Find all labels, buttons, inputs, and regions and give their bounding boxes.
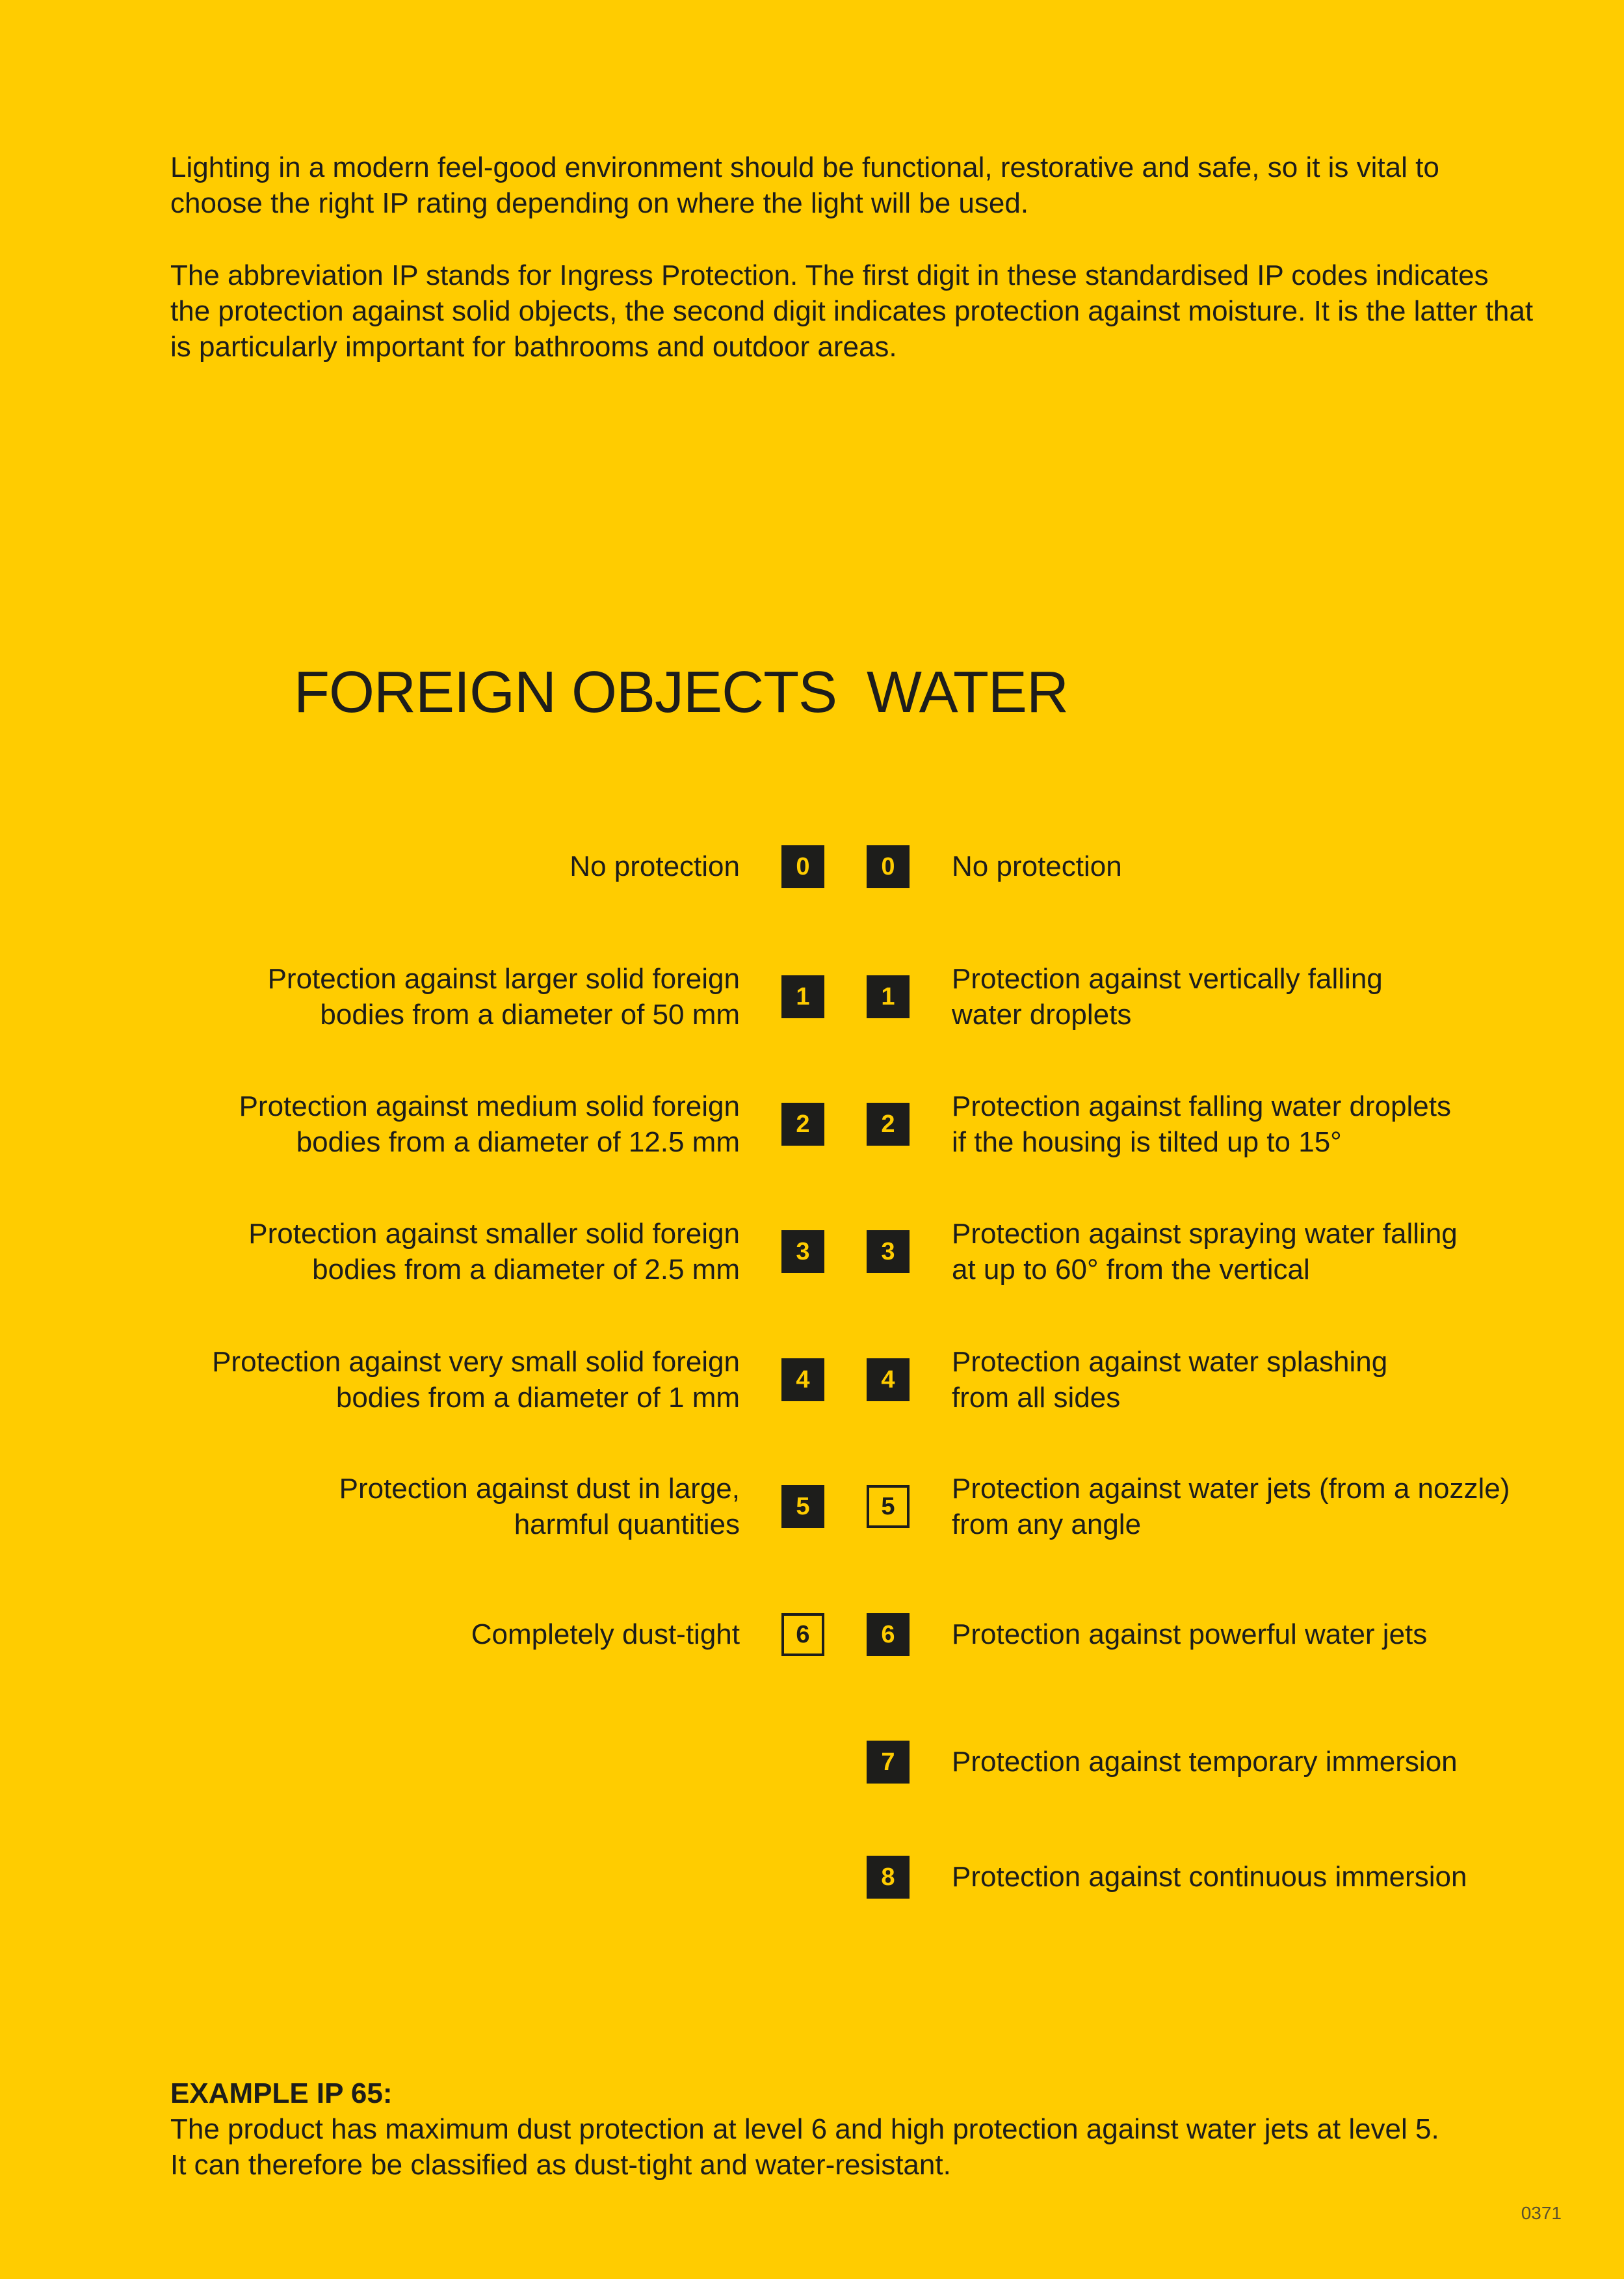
- water-label: Protection against water jets (from a nozzle) from any angle: [952, 1473, 1510, 1540]
- foreign-digit-badge: 2: [781, 1103, 824, 1146]
- water-digit-badge-highlighted: 5: [867, 1485, 910, 1528]
- page-number: 0371: [1521, 2203, 1562, 2223]
- water-label: Protection against vertically falling water droplets: [952, 963, 1383, 1031]
- example-section: [170, 2075, 1536, 2183]
- water-digit-badge: 8: [867, 1856, 910, 1899]
- intro-paragraph-2: The abbreviation IP stands for Ingress Protection. The first digit in these standardised IP codes indicates the protection against solid objects, the second digit indicates protection against moisture. It is the latter that is particularly important for bathrooms and outdoor areas.: [170, 259, 1534, 363]
- foreign-label: Protection against medium solid foreign bodies from a diameter of 12.5 mm: [239, 1090, 740, 1158]
- foreign-digit-badge: 4: [781, 1358, 824, 1401]
- foreign-digit-badge: 3: [781, 1230, 824, 1273]
- foreign-digit-badge: 1: [781, 975, 824, 1018]
- water-label: Protection against spraying water falling at up to 60° from the vertical: [952, 1218, 1458, 1285]
- water-digit-badge: 4: [867, 1358, 910, 1401]
- water-label: Protection against water splashing from all sides: [952, 1346, 1388, 1414]
- water-label: Protection against falling water droplets if the housing is tilted up to 15°: [952, 1090, 1451, 1158]
- water-digit-badge: 0: [867, 845, 910, 888]
- water-label: No protection: [952, 850, 1122, 882]
- example-line-1: The product has maximum dust protection at level 6 and high protection against water jets at level 5.: [170, 2113, 1439, 2145]
- example-line-2: It can therefore be classified as dust-tight and water-resistant.: [170, 2149, 951, 2181]
- foreign-digit-badge: 0: [781, 845, 824, 888]
- water-digit-badge: 7: [867, 1741, 910, 1784]
- foreign-digit-badge-highlighted: 6: [781, 1613, 824, 1656]
- water-digit-badge: 1: [867, 975, 910, 1018]
- water-digit-badge: 6: [867, 1613, 910, 1656]
- water-label: Protection against continuous immersion: [952, 1861, 1467, 1893]
- water-label: Protection against temporary immersion: [952, 1746, 1458, 1778]
- water-digit-badge: 2: [867, 1103, 910, 1146]
- intro-text: [170, 150, 1536, 365]
- foreign-label: Completely dust-tight: [471, 1618, 740, 1650]
- water-digit-badge: 3: [867, 1230, 910, 1273]
- foreign-label: Protection against larger solid foreign bodies from a diameter of 50 mm: [267, 963, 740, 1031]
- intro-paragraph-1: Lighting in a modern feel-good environment should be functional, restorative and safe, so it is vital to choose the right IP rating depending on where the light will be used.: [170, 151, 1439, 219]
- foreign-label: Protection against dust in large, harmful quantities: [339, 1473, 740, 1540]
- water-label: Protection against powerful water jets: [952, 1618, 1428, 1650]
- heading-water: WATER: [867, 660, 1068, 725]
- foreign-digit-badge: 5: [781, 1485, 824, 1528]
- foreign-label: No protection: [570, 850, 740, 882]
- foreign-label: Protection against smaller solid foreign bodies from a diameter of 2.5 mm: [248, 1218, 740, 1285]
- foreign-label: Protection against very small solid foreign bodies from a diameter of 1 mm: [212, 1346, 740, 1414]
- heading-foreign-objects: FOREIGN OBJECTS: [294, 660, 837, 725]
- example-title: EXAMPLE IP 65:: [170, 2077, 393, 2109]
